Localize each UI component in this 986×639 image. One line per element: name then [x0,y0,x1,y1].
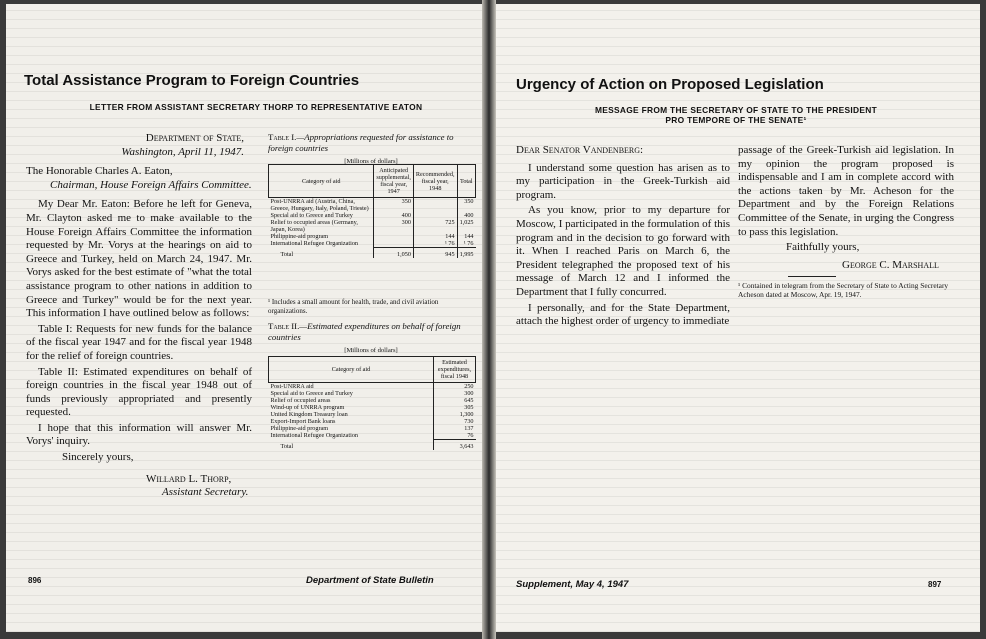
table2-cell-value: 300 [434,390,476,397]
message-paragraph-2: As you know, prior to my departure for Moscow, I participated in the formulation of this program and in the decision to go forward with it. When I reached Paris on March 6, the President telegraphed the proposed text of his message of March 12 and I informed the Department that I fully concurred. [516,204,730,298]
message-paragraph-1: I understand some question has arisen as to my participation in the Greek-Turkish aid program. [516,161,730,201]
right-subheading-2: PRO TEMPORE OF THE SENATE¹ [665,115,807,125]
table1-cell-value: 400 [457,212,475,219]
table1-cell-value: 350 [457,198,475,213]
table-row [269,233,476,240]
table2-cell-value: 305 [434,404,476,411]
letter-paragraph-2: Table I: Requests for new funds for the balance of the fiscal year 1947 and for the fiscal year 1948 for the relief of foreign countries. [26,322,252,362]
table-row [269,390,476,397]
table1-body [269,198,476,259]
letter-signer-title: Assistant Secretary. [162,486,249,499]
table-row [269,418,476,425]
table1-total-value: 1,995 [457,248,475,259]
letter-date: Washington, April 11, 1947. [121,145,244,158]
message-closing: Faithfully yours, [786,241,860,254]
table1-total-value: 1,050 [374,248,414,259]
table-row [269,411,476,418]
left-page-footer: Department of State Bulletin [306,575,434,586]
right-heading: Urgency of Action on Proposed Legislation [516,76,824,93]
right-subheading-1: MESSAGE FROM THE SECRETARY OF STATE TO THE PRESIDENT [594,105,878,115]
footnote-rule [788,276,836,277]
right-page-number: 897 [928,580,942,589]
table2-body [269,383,476,451]
letter-addressee-title: Chairman, House Foreign Affairs Committee. [50,178,252,191]
table-row [269,198,476,213]
table1-header-total: Total [457,165,475,198]
table1 [268,164,476,258]
table2-cell-category: Philippine-aid program [270,425,329,432]
table2 [268,356,476,450]
table1-cell-category: Philippine-aid program [270,233,329,240]
letter-paragraph-1: My Dear Mr. Eaton: Before he left for Geneva, Mr. Clayton asked me to make available to the House Foreign Affairs Committee the information requested by Mr. Vorys at the hearings on aid to Greece and Turkey, held on March 24, 1947. Mr. Vorys asked for the best estimate of "what the total assistance program to other nations in addition to Greece and Turkey" would be for the next year. This information I have outlined below as follows: [26,198,252,320]
table2-cell-value: 730 [434,418,476,425]
table1-cell-category: Special aid to Greece and Turkey [270,212,353,219]
message-paragraph-4: passage of the Greek-Turkish aid legislation. In my opinion the program proposed is indispensable and I am in complete accord with the actions taken by Mr. Acheson for the Department and by the Foreign Relations Committee of the Senate, in urging the Congress to pass this legislation. [738,144,954,238]
table1-total-row [269,248,476,259]
table1-cell-category: International Refugee Organization [270,240,359,247]
table1-cell-value: 1,025 [457,219,475,233]
table1-cell-value: 400 [374,212,414,219]
table-row [269,397,476,404]
letter-paragraph-3: Table II: Estimated expenditures on behalf of foreign countries in the fiscal year 1948 out of funds previously appropriated and presently requested. [26,365,252,419]
table2-cell-value: 76 [434,432,476,440]
table2-cell-category: Wind-up of UNRRA program [270,404,345,411]
table-row [269,404,476,411]
message-signer: George C. Marshall [842,258,939,271]
message-column-left [516,144,730,331]
table1-header-1948: Recommended, fiscal year, 1948 [413,165,457,198]
table-row [269,212,476,219]
letter-addressee-name: The Honorable Charles A. Eaton, [26,165,173,178]
book-gutter [482,0,496,639]
table1-cell-category: Relief to occupied areas (Germany, Japan, Korea) [270,219,358,233]
table-row [269,425,476,432]
table-row [269,383,476,391]
table1-cell-value: 350 [374,198,414,213]
table2-cell-value: 1,300 [434,411,476,418]
left-page-number: 896 [28,576,42,585]
letter-paragraph-4: I hope that this information will answer Mr. Vorys' inquiry. [26,421,252,448]
message-footnote: ¹ Contained in telegram from the Secretary of State to Acting Secretary Acheson dated at Moscow, Apr. 19, 1947. [738,281,949,299]
table2-header-expenditures: Estimated expenditures, fiscal 1948 [434,357,476,383]
table1-cell-category: Post-UNRRA aid (Austria, China, Greece, Hungary, Italy, Poland, Trieste) [270,198,369,212]
table1-caption: Table I.—Appropriations requested for assistance to foreign countries [Millions of dollars] [268,132,474,167]
table2-cell-category: Post-UNRRA aid [270,383,314,390]
table1-cell-value: 144 [413,233,457,240]
table1-cell-value [374,233,414,240]
left-heading: Total Assistance Program to Foreign Countries [24,72,360,89]
letter-signer: Willard L. Thorp, [146,472,232,485]
table2-total-row [269,440,476,451]
table1-footnote: ¹ Includes a small amount for health, trade, and civil aviation organizations. [268,298,439,315]
table2-cell-value: 137 [434,425,476,432]
table-row [269,240,476,248]
table1-cell-value: ¹ 76 [413,240,457,248]
table2-cell-category: International Refugee Organization [270,432,359,439]
table2-cell-category: United Kingdom Treasury loan [270,411,348,418]
letter-dept: Department of State, [145,132,244,144]
table2-cell-category: Export-Import Bank loans [270,418,336,425]
table2-cell-value: 250 [434,383,476,391]
table1-cell-value [374,240,414,248]
table1-header-1947: Anticipated supplemental, fiscal year, 1947 [374,165,414,198]
table2-units: [Millions of dollars] [344,347,398,354]
right-page-footer: Supplement, May 4, 1947 [516,579,629,590]
right-page [496,4,980,632]
table2-cell-category: Special aid to Greece and Turkey [270,390,353,397]
table2-header-category: Category of aid [269,357,434,383]
left-subheading: LETTER FROM ASSISTANT SECRETARY THORP TO REPRESENTATIVE EATON [89,102,423,112]
table2-total-label: Total [280,442,294,450]
left-page [6,4,482,632]
table1-cell-value: ¹ 76 [457,240,475,248]
table-row [269,432,476,440]
table2-total-value: 3,643 [434,440,476,451]
message-column-right [738,144,954,272]
table1-units: [Millions of dollars] [344,158,398,165]
table2-cell-value: 645 [434,397,476,404]
table1-cell-value [413,212,457,219]
message-salutation: Dear Senator Vandenberg: [516,144,644,156]
table1-cell-value: 300 [374,219,414,233]
table1-total-label: Total [280,250,294,258]
table-row [269,219,476,233]
table1-cell-value [413,198,457,213]
table2-caption: Table II.—Estimated expenditures on behalf of foreign countries [Millions of dollars] [268,321,474,356]
table1-total-value: 945 [413,248,457,259]
letter-closing: Sincerely yours, [62,451,134,464]
table2-cell-category: Relief of occupied areas [270,397,331,404]
table1-cell-value: 725 [413,219,457,233]
table1-header-category: Category of aid [269,165,374,198]
table1-cell-value: 144 [457,233,475,240]
letter-column [26,132,252,500]
message-paragraph-3: I personally, and for the State Department, attach the highest order of urgency to immediate [516,301,730,328]
